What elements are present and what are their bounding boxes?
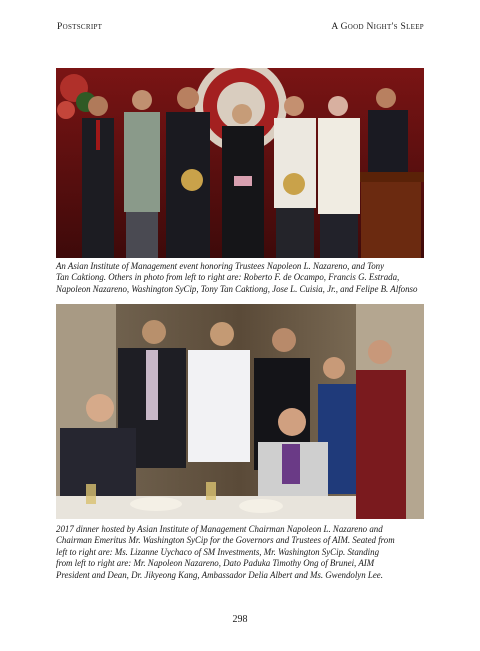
page-number: 298: [232, 614, 248, 625]
dinner-photo: [56, 304, 424, 519]
running-head: [57, 22, 424, 32]
caption-line: Chairman Emeritus Mr. Washington SyCip for the Governors and Trustees of AIM. Seated from: [56, 535, 395, 546]
event-photo: [56, 68, 424, 258]
event-photo-caption: [56, 261, 426, 295]
caption-line: Napoleon Nazareno, Washington SyCip, Tony Tan Caktiong, Jose L. Cuisia, Jr., and Felipe B. Alfonso: [56, 283, 418, 294]
dinner-photo-caption: [56, 524, 426, 581]
caption-line: President and Dean, Dr. Jikyeong Kang, Ambassador Delia Albert and Ms. Gwendolyn Lee.: [56, 569, 383, 580]
caption-line: left to right are: Ms. Lizanne Uychaco of SM Investments, Mr. Washington SyCip. Standing: [56, 546, 380, 557]
running-head-right: A Good Night's Sleep: [331, 22, 424, 32]
caption-line: Tan Caktiong. Others in photo from left to right are: Roberto F. de Ocampo, Francis G. Estrada,: [56, 272, 400, 283]
running-head-left: Postscript: [57, 22, 103, 32]
caption-line: from left to right are: Mr. Napoleon Nazareno, Dato Paduka Timothy Ong of Brunei, AIM: [56, 558, 375, 569]
caption-line: An Asian Institute of Management event honoring Trustees Napoleon L. Nazareno, and Tony: [56, 261, 385, 271]
caption-line: 2017 dinner hosted by Asian Institute of Management Chairman Napoleon L. Nazareno and: [56, 524, 383, 534]
event-photo-image: [56, 68, 424, 258]
dinner-photo-image: [56, 304, 424, 519]
